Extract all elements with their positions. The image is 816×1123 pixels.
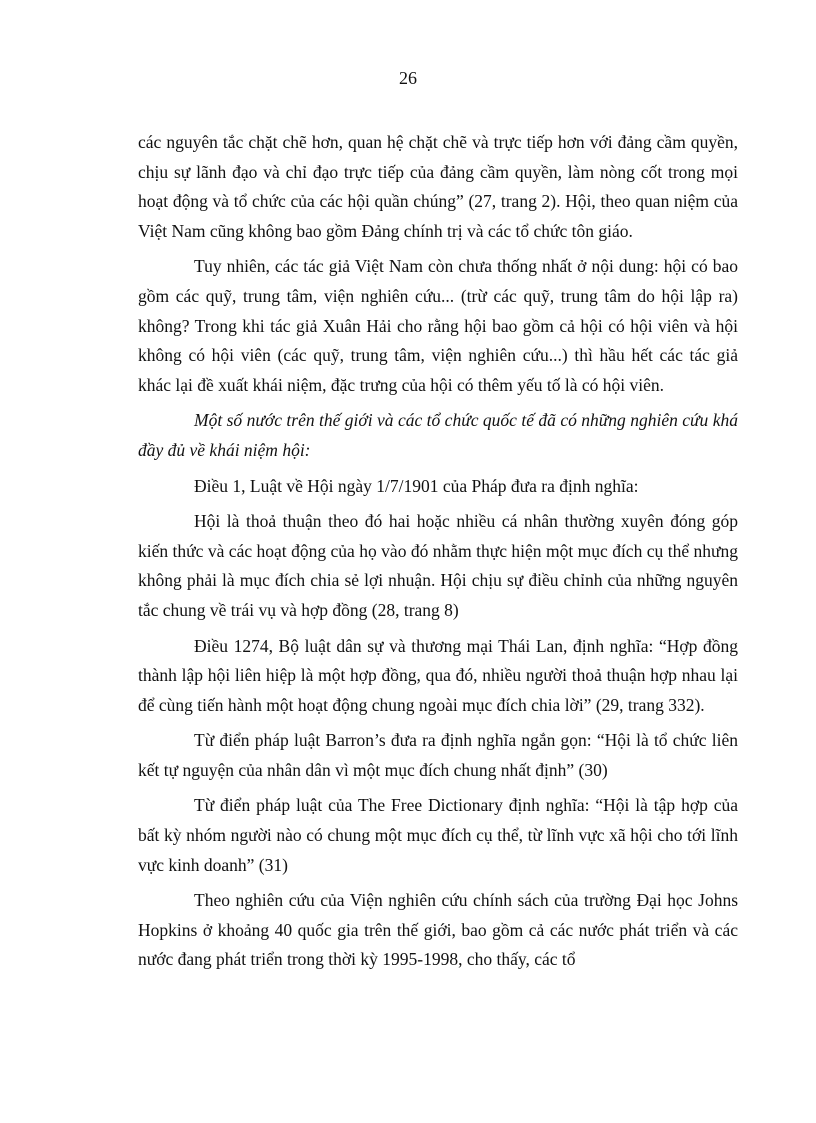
paragraph-8: Từ điển pháp luật của The Free Dictionary định nghĩa: “Hội là tập hợp của bất kỳ nhóm người nào có chung một mục đích cụ thể, từ lĩnh vực xã hội cho tới lĩnh vực kinh doanh” (31) bbox=[138, 795, 738, 875]
paragraph-7: Từ điển pháp luật Barron’s đưa ra định nghĩa ngắn gọn: “Hội là tổ chức liên kết tự nguyện của nhân dân vì một mục đích chung nhất định” (30) bbox=[138, 730, 738, 780]
paragraph-4: Điều 1, Luật về Hội ngày 1/7/1901 của Pháp đưa ra định nghĩa: bbox=[194, 475, 639, 496]
paragraph-2: Tuy nhiên, các tác giả Việt Nam còn chưa thống nhất ở nội dung: hội có bao gồm các quỹ, trung tâm, viện nghiên cứu... (trừ các quỹ, trung tâm do hội lập ra) không? Trong khi tác giả Xuân Hải cho rằng hội bao gồm cả hội có hội viên và hội không có hội viên (các quỹ, trung tâm, viện nghiên cứu...) thì hầu hết các tác giả khác lại đề xuất khái niệm, đặc trưng của hội có thêm yếu tố là có hội viên. bbox=[138, 256, 738, 395]
paragraph-9: Theo nghiên cứu của Viện nghiên cứu chính sách của trường Đại học Johns Hopkins ở khoảng 40 quốc gia trên thế giới, bao gồm cả các nước phát triển và các nước đang phát triển trong thời kỳ 1995-1998, cho thấy, các tổ bbox=[138, 890, 738, 970]
paragraph-3: Một số nước trên thế giới và các tổ chức quốc tế đã có những nghiên cứu khá đầy đủ về khái niệm hội: bbox=[138, 410, 738, 460]
paragraph-1: các nguyên tắc chặt chẽ hơn, quan hệ chặt chẽ và trực tiếp hơn với đảng cầm quyền, chịu sự lãnh đạo và chỉ đạo trực tiếp của đảng cầm quyền, làm nòng cốt trong mọi hoạt động và tổ chức của các hội quần chúng” (27, trang 2). Hội, theo quan niệm của Việt Nam cũng không bao gồm Đảng chính trị và các tổ chức tôn giáo. bbox=[138, 132, 738, 241]
paragraph-6: Điều 1274, Bộ luật dân sự và thương mại Thái Lan, định nghĩa: “Hợp đồng thành lập hội liên hiệp là một hợp đồng, qua đó, nhiều người thoả thuận hợp nhau lại để cùng tiến hành một hoạt động chung ngoài mục đích chia lời” (29, trang 332). bbox=[138, 635, 738, 715]
page-number: 26 bbox=[399, 68, 417, 88]
document-body bbox=[138, 128, 738, 981]
paragraph-5: Hội là thoả thuận theo đó hai hoặc nhiều cá nhân thường xuyên đóng góp kiến thức và các hoạt động của họ vào đó nhằm thực hiện một mục đích cụ thể nhưng không phải là mục đích chia sẻ lợi nhuận. Hội chịu sự điều chỉnh của những nguyên tắc chung về trái vụ và hợp đồng (28, trang 8) bbox=[138, 511, 738, 620]
